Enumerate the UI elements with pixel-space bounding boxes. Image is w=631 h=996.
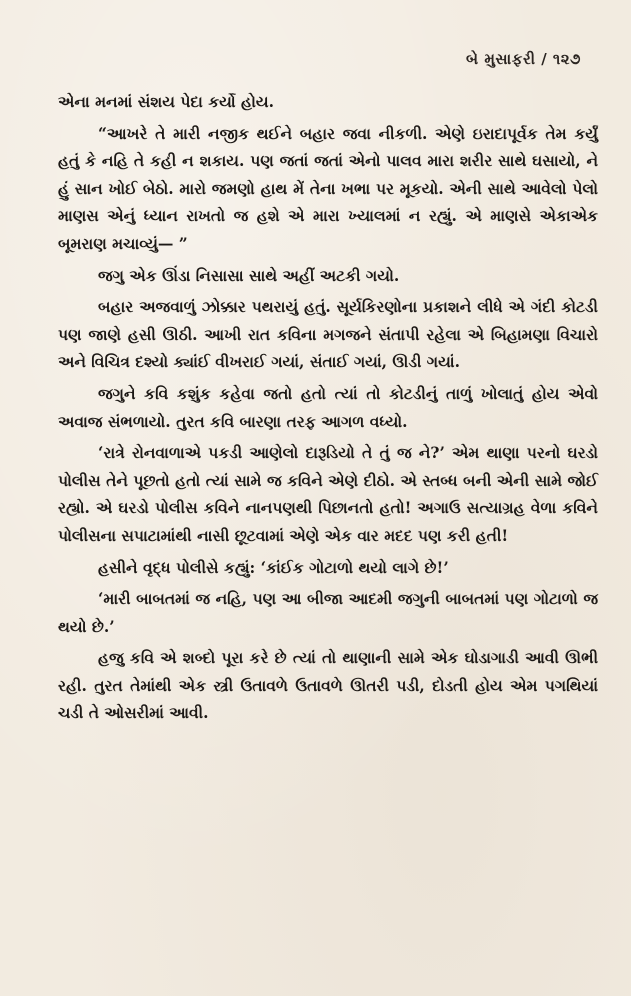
paragraph: બહાર અજવાળું ઝોક્કાર પથરાયું હતું. સૂર્યકિરણોના પ્રકાશને લીધે એ ગંદી કોટડી પણ જાણે હસી ઊઠી. આખી રાત કવિના મગજને સંતાપી રહેલા એ બિહામણા વિચારો અને વિચિત્ર દશ્યો ક્યાંઈ વીખરાઈ ગયાં, સંતાઈ ગયાં, ઊડી ગયાં. xyxy=(58,297,598,372)
paragraph: ‘રાત્રે રોનવાળાએ પકડી આણેલો દારૂડિયો તે તું જ ને?’ એમ થાણા પરનો ઘરડો પોલીસ તેને પૂછતો હતો ત્યાં સામે જ કવિને એણે દીઠો. એ સ્તબ્ધ બની એની સામે જોઈ રહ્યો. એ ઘરડો પોલીસ કવિને નાનપણથી પિછાનતો હતો! અગાઉ સત્યાગ્રહ વેળા કવિને પોલીસના સપાટામાંથી નાસી છૂટવામાં એણે એક વાર મદદ પણ કરી હતી! xyxy=(58,443,598,545)
paragraph: “આખરે તે મારી નજીક થઈને બહાર જવા નીકળી. એણે ઇરાદાપૂર્વક તેમ કર્યું હતું કે નહિ તે કહી ન શકાય. પણ જતાં જતાં એનો પાલવ મારા શરીર સાથે ઘસાયો, ને હું સાન ખોઈ બેઠો. મારો જમણો હાથ મેં તેના ખભા પર મૂકયો. એની સાથે આવેલો પેલો માણસ એનું ધ્યાન રાખતો જ હશે એ મારા ખ્યાલમાં ન રહ્યું. એ માણસે એકાએક બૂમરાણ મચાવ્યું— ” xyxy=(58,123,598,253)
paragraph: એના મનમાં સંશય પેદા કર્યો હોય. xyxy=(58,92,274,111)
paragraph: ‘મારી બાબતમાં જ નહિ, પણ આ બીજા આદમી જગુની બાબતમાં પણ ગોટાળો જ થયો છે.’ xyxy=(58,589,598,636)
body-text xyxy=(58,88,598,731)
paragraph: હજુ કવિ એ શબ્દો પૂરા કરે છે ત્યાં તો થાણાની સામે એક ઘોડાગાડી આવી ઊભી રહી. તુરત તેમાંથી એક સ્ત્રી ઉતાવળે ઉતાવળે ઊતરી પડી, દોડતી હોય એમ પગથિયાં ચડી તે ઓસરીમાં આવી. xyxy=(58,648,598,723)
paragraph: જગુ એક ઊંડા નિસાસા સાથે અહીં અટકી ગયો. xyxy=(98,265,400,285)
paragraph: હસીને વૃદ્ધ પોલીસે કહ્યું: ‘કાંઈક ગોટાળો થયો લાગે છે!’ xyxy=(98,557,449,577)
paragraph: જગુને કવિ કશુંક કહેવા જતો હતો ત્યાં તો કોટડીનું તાળું ખોલાતું હોય એવો અવાજ સંભળાયો. તુરત કવિ બારણા તરફ આગળ વધ્યો. xyxy=(58,383,598,431)
running-header: બે મુસાફરી / ૧૨૭ xyxy=(466,50,581,68)
